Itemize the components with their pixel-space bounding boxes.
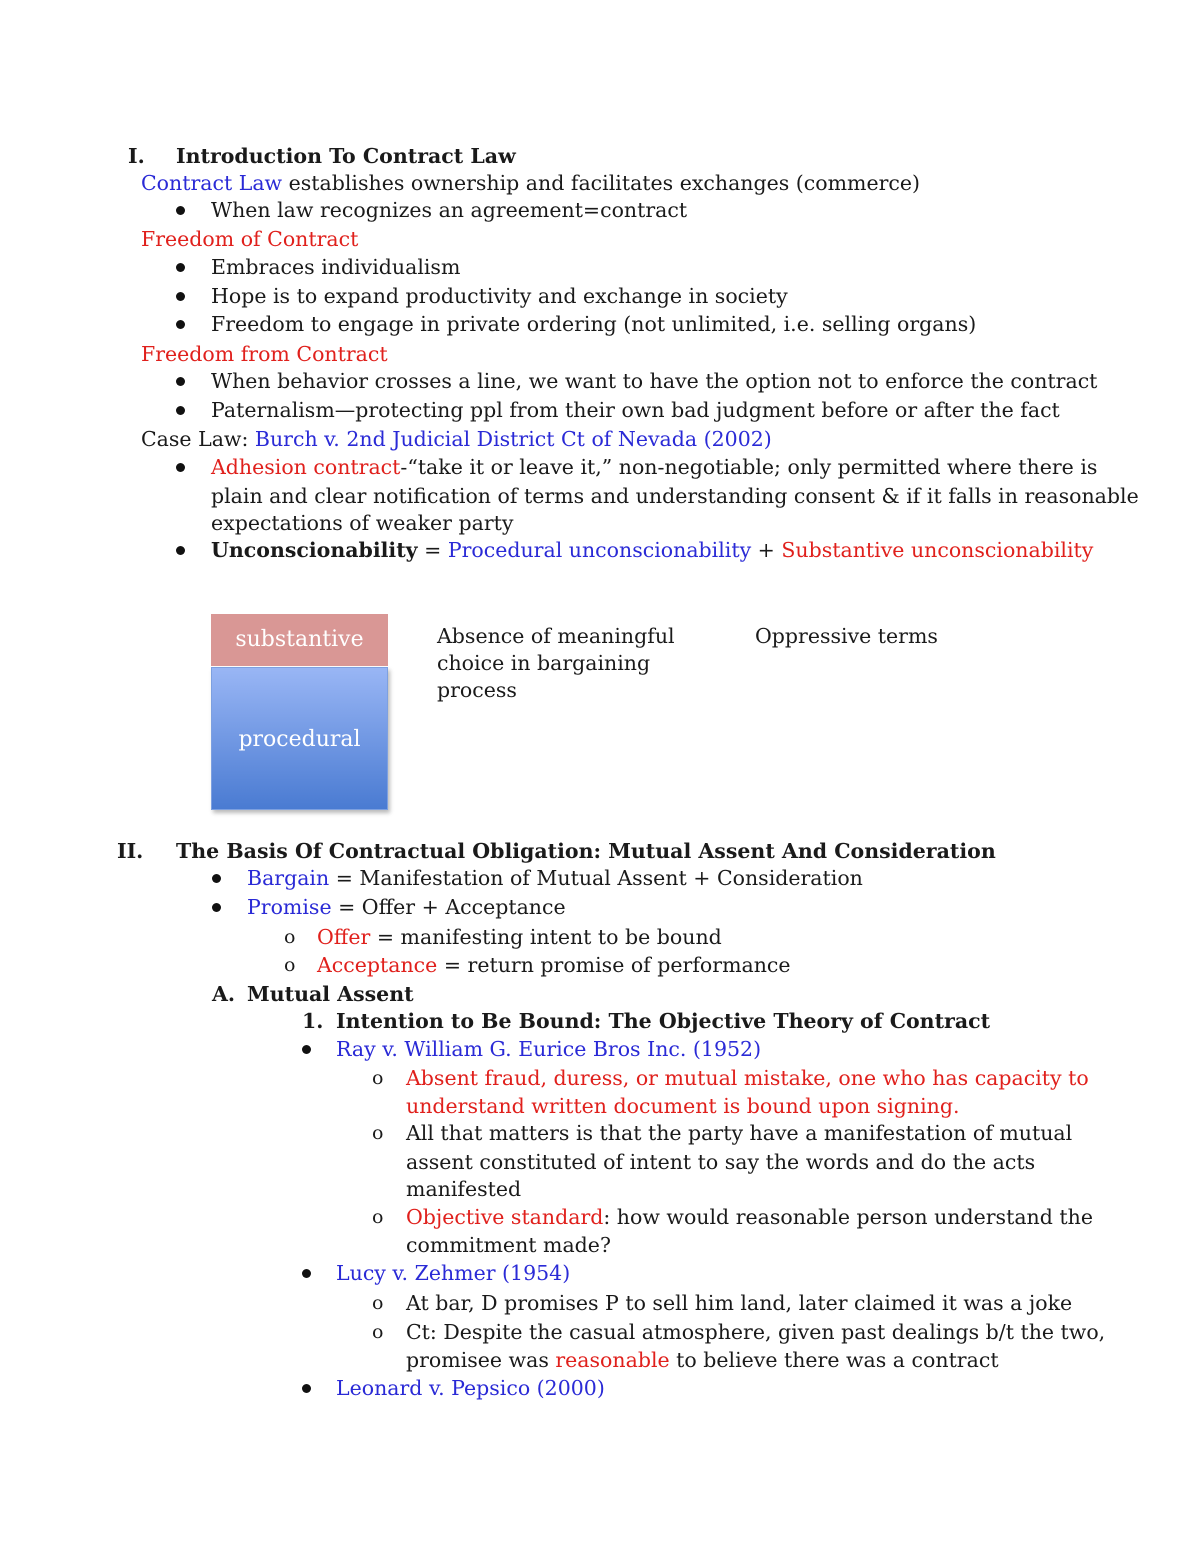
lucy-facts: At bar, D promises P to sell him land, later claimed it was a joke (406, 1291, 1073, 1315)
bullet-icon (302, 1045, 311, 1054)
substantive-unconscionability: Substantive unconscionability (781, 538, 1094, 562)
freedom-from-contract-heading: Freedom from Contract (141, 342, 388, 366)
sub-bullet-icon: o (284, 926, 296, 948)
acceptance-def: = return promise of performance (437, 953, 791, 977)
offer-term: Offer (317, 925, 371, 949)
freedom-of-bullet: Hope is to expand productivity and exchange in society (211, 284, 788, 308)
bargain-term: Bargain (247, 866, 330, 890)
substantive-desc: Oppressive terms (755, 624, 938, 648)
adhesion-line-2: plain and clear notification of terms and understanding consent & if it falls in reasonable (211, 484, 1139, 508)
freedom-from-bullet: Paternalism—protecting ppl from their own bad judgment before or after the fact (211, 398, 1060, 422)
adhesion-term: Adhesion contract (211, 455, 401, 479)
bullet-icon (176, 320, 185, 329)
manifestation-line: All that matters is that the party have a manifestation of mutual (406, 1121, 1073, 1145)
ray-holding-line: Absent fraud, duress, or mutual mistake, one who has capacity to (406, 1066, 1089, 1090)
unconscionability-term: Unconscionability (211, 538, 418, 562)
reasonable-term: reasonable (555, 1348, 670, 1372)
section-2-title: The Basis Of Contractual Obligation: Mutual Assent And Consideration (176, 839, 996, 863)
bullet-icon (176, 546, 185, 555)
freedom-of-contract-heading: Freedom of Contract (141, 227, 359, 251)
bullet-icon (176, 463, 185, 472)
sub-bullet-icon: o (372, 1067, 384, 1089)
case-law-line (141, 425, 772, 453)
bullet-icon (176, 377, 185, 386)
bullet-icon (176, 292, 185, 301)
procedural-desc-line: choice in bargaining (437, 651, 651, 675)
bargain-def: = Manifestation of Mutual Assent + Consideration (329, 866, 863, 890)
bullet-icon (212, 874, 221, 883)
promise-term: Promise (247, 895, 332, 919)
unconscionability-line (211, 536, 1093, 564)
case-citation: Lucy v. Zehmer (1954) (336, 1261, 571, 1285)
subsection-a-title: Mutual Assent (247, 982, 414, 1006)
case-citation: Burch v. 2nd Judicial District Ct of Nevada (2002) (254, 427, 772, 451)
adhesion-line-3: expectations of weaker party (211, 511, 514, 535)
substantive-box: substantive (211, 614, 388, 666)
freedom-from-bullet: When behavior crosses a line, we want to have the option not to enforce the contract (211, 369, 1098, 393)
contract-law-desc: establishes ownership and facilitates exchanges (commerce) (282, 171, 921, 195)
lucy-court: Ct: Despite the casual atmosphere, given past dealings b/t the two, (406, 1320, 1106, 1344)
procedural-box: procedural (211, 667, 388, 810)
case-citation: Ray v. William G. Eurice Bros Inc. (1952) (336, 1037, 762, 1061)
section-2-number: II. (117, 839, 144, 863)
bullet-icon (212, 903, 221, 912)
subsection-a-label: A. (212, 982, 236, 1006)
item-1-title: Intention to Be Bound: The Objective Theory of Contract (336, 1009, 991, 1033)
sub-bullet-icon: o (372, 1292, 384, 1314)
case-citation: Leonard v. Pepsico (2000) (336, 1376, 605, 1400)
manifestation-line: manifested (406, 1177, 522, 1201)
contract-law-term: Contract Law (141, 171, 283, 195)
ray-holding-line: understand written document is bound upon signing. (406, 1094, 960, 1118)
section-1-title: Introduction To Contract Law (176, 144, 516, 168)
sub-bullet-icon: o (372, 1122, 384, 1144)
manifestation-line: assent constituted of intent to say the words and do the acts (406, 1150, 1036, 1174)
offer-line (317, 923, 722, 951)
equals: = (417, 538, 448, 562)
acceptance-term: Acceptance (317, 953, 438, 977)
bullet-icon (302, 1384, 311, 1393)
procedural-desc-line: Absence of meaningful (437, 624, 675, 648)
procedural-unconscionability: Procedural unconscionability (447, 538, 752, 562)
promise-line (247, 893, 566, 921)
adhesion-line-1 (211, 453, 1097, 481)
section-1-number: I. (128, 144, 145, 168)
bullet-icon (176, 406, 185, 415)
acceptance-line (317, 951, 791, 979)
believe-text: to believe there was a contract (669, 1348, 999, 1372)
promisee-text: promisee was (406, 1348, 556, 1372)
objective-standard-text: : how would reasonable person understand the (603, 1205, 1093, 1229)
bullet-icon (176, 206, 185, 215)
sub-bullet-icon: o (372, 1206, 384, 1228)
lucy-court-cont (406, 1346, 999, 1374)
promise-def: = Offer + Acceptance (331, 895, 566, 919)
freedom-of-bullet: Embraces individualism (211, 255, 461, 279)
adhesion-text: -“take it or leave it,” non-negotiable; only permitted where there is (400, 455, 1098, 479)
offer-def: = manifesting intent to be bound (370, 925, 722, 949)
plus: + (751, 538, 782, 562)
contract-law-bullet: When law recognizes an agreement=contract (211, 198, 688, 222)
bullet-icon (302, 1269, 311, 1278)
procedural-desc-line: process (437, 678, 517, 702)
contract-law-line (141, 169, 920, 197)
case-law-label: Case Law: (141, 427, 255, 451)
bullet-icon (176, 263, 185, 272)
objective-standard-term: Objective standard (406, 1205, 604, 1229)
objective-standard-cont: commitment made? (406, 1233, 611, 1257)
item-1-label: 1. (302, 1009, 324, 1033)
sub-bullet-icon: o (284, 954, 296, 976)
sub-bullet-icon: o (372, 1321, 384, 1343)
objective-standard-line (406, 1203, 1093, 1231)
freedom-of-bullet: Freedom to engage in private ordering (not unlimited, i.e. selling organs) (211, 312, 977, 336)
bargain-line (247, 864, 863, 892)
